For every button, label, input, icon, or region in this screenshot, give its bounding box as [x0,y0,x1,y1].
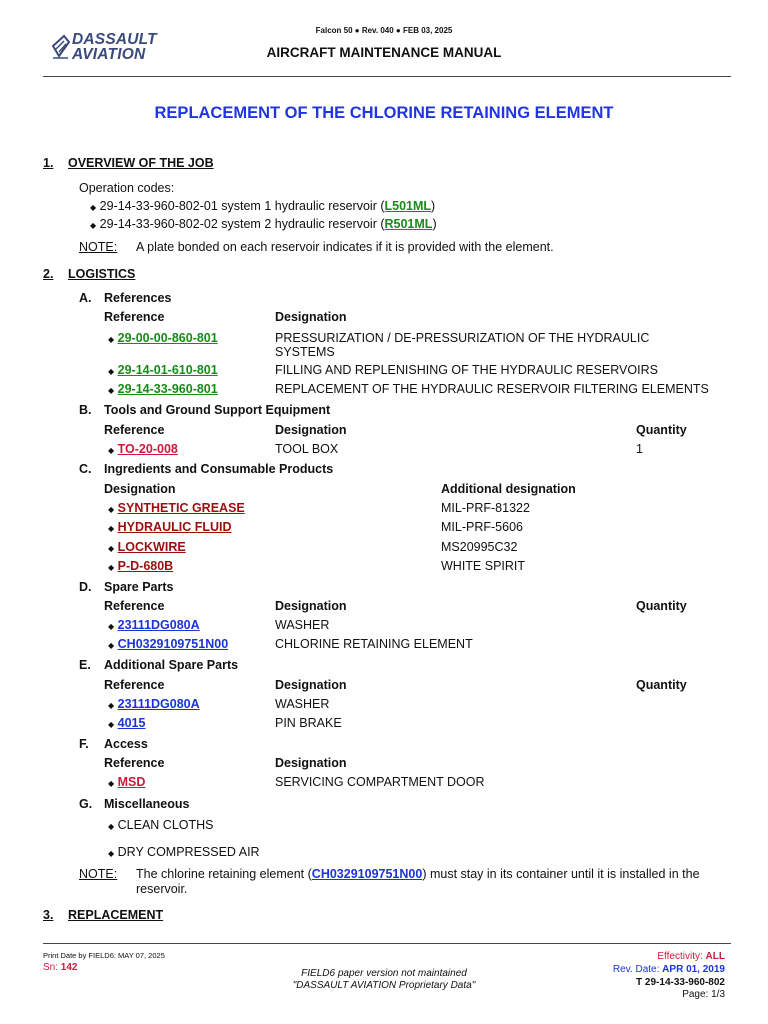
header-divider [43,76,731,77]
bullet-icon: ◆ [108,446,115,455]
section-number: 1. [43,156,54,170]
section-1-heading [0,156,768,172]
reference-designation: FILLING AND REPLENISHING OF THE HYDRAULIC RESERVOIRS [275,363,658,377]
consumable-link[interactable]: HYDRAULIC FLUID [117,520,232,534]
section-3-heading [0,908,768,924]
operation-code-item [90,217,437,231]
column-header-reference: Reference [104,310,165,324]
tool-designation: TOOL BOX [275,442,339,456]
reference-designation: PRESSURIZATION / DE-PRESSURIZATION OF THE HYDRAULIC [275,331,650,345]
consumable-spec: WHITE SPIRIT [441,559,526,573]
subsection-letter: B. [79,403,92,417]
spare-part-link[interactable]: CH0329109751N00 [117,637,229,651]
subsection-letter: D. [79,580,92,594]
revision-date [613,964,725,975]
effectivity [657,951,725,962]
serial-label: Sn: [43,962,59,973]
spare-part-row [108,618,200,632]
consumable-row [108,501,245,515]
misc-item [108,818,214,832]
section-title: LOGISTICS [68,267,136,281]
additional-part-designation: PIN BRAKE [275,716,342,730]
section-number: 2. [43,267,54,281]
misc-item [108,845,260,859]
reference-row [108,382,218,396]
bullet-icon: ◆ [90,221,97,230]
task-id: T 29-14-33-960-802 [636,977,725,988]
subsection-title: Additional Spare Parts [104,658,239,672]
note-text: A plate bonded on each reservoir indicates if it is provided with the element. [136,240,554,254]
bullet-icon: ◆ [108,524,115,533]
bullet-icon: ◆ [108,701,115,710]
additional-part-row [108,716,145,730]
revision-date-value: APR 01, 2019 [662,964,725,975]
reference-row [108,331,218,345]
bullet-icon: ◆ [108,779,115,788]
column-header-designation: Designation [104,482,176,496]
subsection-title: Spare Parts [104,580,174,594]
note-text [136,867,700,881]
additional-part-designation: WASHER [275,697,330,711]
effectivity-value: ALL [705,951,725,962]
logo-line1: DASSAULT [72,31,157,48]
bullet-icon: ◆ [90,203,97,212]
subsection-title: Ingredients and Consumable Products [104,462,334,476]
section-title: OVERVIEW OF THE JOB [68,156,214,170]
reference-row [108,363,218,377]
operation-code-link[interactable]: R501ML [384,217,433,231]
column-header-quantity: Quantity [636,599,687,613]
subsection-title: Miscellaneous [104,797,190,811]
header-title: AIRCRAFT MAINTENANCE MANUAL [266,45,502,60]
operation-code-text: 29-14-33-960-802-01 system 1 hydraulic reservoir ( [99,199,385,213]
page-number: Page: 1/3 [682,989,725,1000]
bullet-icon: ◆ [108,544,115,553]
revision-date-label: Rev. Date: [612,964,660,975]
operation-code-text: 29-14-33-960-802-02 system 2 hydraulic reservoir ( [99,217,385,231]
access-row [108,775,145,789]
misc-item-text: CLEAN CLOTHS [117,818,214,832]
bullet-icon: ◆ [108,622,115,631]
bullet-icon: ◆ [108,335,115,344]
bullet-icon: ◆ [108,386,115,395]
tool-link[interactable]: TO-20-008 [117,442,178,456]
subsection-letter: E. [79,658,91,672]
header-meta: Falcon 50 ● Rev. 040 ● FEB 03, 2025 [315,26,453,35]
reference-designation: REPLACEMENT OF THE HYDRAULIC RESERVOIR FILTERING ELEMENTS [275,382,709,396]
reference-link[interactable]: 29-00-00-860-801 [117,331,218,345]
close-paren: ) [431,199,436,213]
column-header-designation: Designation [275,599,347,613]
section-2-heading [0,267,768,283]
reference-link[interactable]: 29-14-01-610-801 [117,363,218,377]
tool-quantity: 1 [636,442,643,456]
spare-part-link[interactable]: 23111DG080A [117,618,200,632]
serial-value: 142 [60,962,78,973]
print-date: Print Date by FIELD6: MAY 07, 2025 [43,951,165,960]
consumable-row [108,520,232,534]
consumable-row [108,540,186,554]
consumable-row [108,559,173,573]
consumable-link[interactable]: LOCKWIRE [117,540,186,554]
bullet-icon: ◆ [108,822,115,831]
note-text-line2: reservoir. [136,882,188,896]
additional-part-link[interactable]: 4015 [117,716,146,730]
spare-part-designation: WASHER [275,618,330,632]
access-designation: SERVICING COMPARTMENT DOOR [275,775,485,789]
additional-part-row [108,697,200,711]
operation-code-link[interactable]: L501ML [384,199,432,213]
bullet-icon: ◆ [108,367,115,376]
bullet-icon: ◆ [108,720,115,729]
column-header-additional: Additional designation [441,482,576,496]
bullet-icon: ◆ [108,849,115,858]
spare-part-designation: CHLORINE RETAINING ELEMENT [275,637,473,651]
reference-link[interactable]: 29-14-33-960-801 [117,382,218,396]
column-header-designation: Designation [275,756,347,770]
note-label: NOTE: [79,240,118,254]
column-header-designation: Designation [275,678,347,692]
subsection-letter: A. [79,291,92,305]
footer-divider [43,943,731,944]
misc-item-text: DRY COMPRESSED AIR [117,845,260,859]
column-header-quantity: Quantity [636,423,687,437]
column-header-designation: Designation [275,310,347,324]
note-label: NOTE: [79,867,118,881]
note-part-link[interactable]: CH0329109751N00 [311,867,423,881]
effectivity-label: Effectivity: [657,951,703,962]
subsection-letter: F. [79,737,89,751]
operation-codes-label: Operation codes: [79,181,175,195]
logo-line2: AVIATION [72,46,146,63]
note-text-start: The chlorine retaining element ( [136,867,312,881]
operation-code-item [90,199,435,213]
close-paren: ) [432,217,437,231]
column-header-reference: Reference [104,599,165,613]
subsection-letter: G. [79,797,93,811]
subsection-title: References [104,291,172,305]
note-text-end: ) must stay in its container until it is installed in the [422,867,700,881]
consumable-link[interactable]: P-D-680B [117,559,174,573]
tool-row [108,442,178,456]
column-header-reference: Reference [104,678,165,692]
consumable-link[interactable]: SYNTHETIC GREASE [117,501,245,515]
additional-part-link[interactable]: 23111DG080A [117,697,200,711]
subsection-letter: C. [79,462,92,476]
column-header-reference: Reference [104,423,165,437]
section-number: 3. [43,908,54,922]
access-link[interactable]: MSD [117,775,146,789]
section-title: REPLACEMENT [68,908,164,922]
consumable-spec: MIL-PRF-5606 [441,520,523,534]
bullet-icon: ◆ [108,641,115,650]
consumable-spec: MS20995C32 [441,540,518,554]
footer-center-line2: "DASSAULT AVIATION Proprietary Data" [292,980,476,991]
footer-center-line1: FIELD6 paper version not maintained [301,968,467,979]
document-title: REPLACEMENT OF THE CHLORINE RETAINING ELEMENT [154,104,614,122]
bullet-icon: ◆ [108,505,115,514]
spare-part-row [108,637,228,651]
column-header-designation: Designation [275,423,347,437]
column-header-quantity: Quantity [636,678,687,692]
consumable-spec: MIL-PRF-81322 [441,501,530,515]
subsection-title: Access [104,737,148,751]
column-header-reference: Reference [104,756,165,770]
bullet-icon: ◆ [108,563,115,572]
subsection-title: Tools and Ground Support Equipment [104,403,331,417]
reference-designation: SYSTEMS [275,345,335,359]
